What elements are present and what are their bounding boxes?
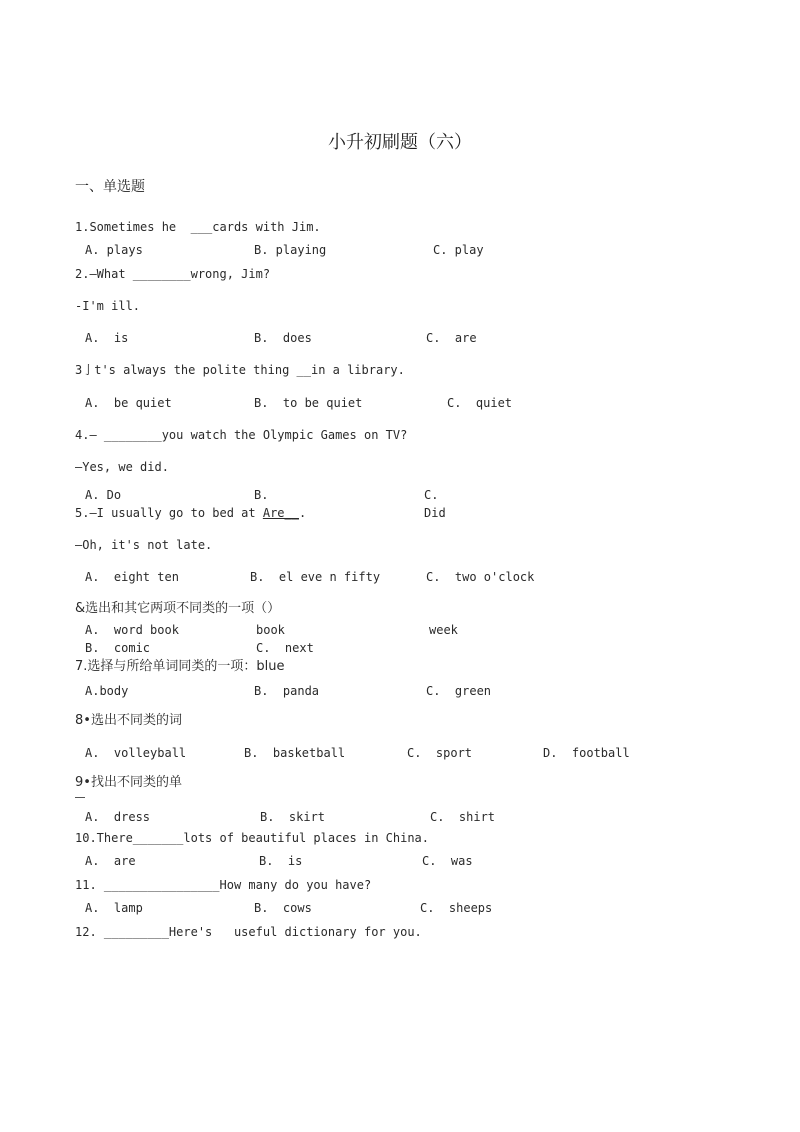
question-1-stem: 1.Sometimes he ___cards with Jim. [75, 220, 321, 234]
question-9-option-a: A. dress [85, 810, 151, 824]
question-3-option-b: B. to be quiet [254, 396, 363, 410]
question-6-option-a: A. word book [85, 623, 179, 637]
question-8-option-a: A. volleyball [85, 746, 187, 760]
question-3-option-c: C. quiet [447, 396, 513, 410]
question-5-underlined: Are__ [262, 506, 299, 520]
question-6-option-b: B. comic [85, 641, 151, 655]
question-2-reply: -I'm ill. [75, 299, 141, 313]
question-11-option-a: A. lamp [85, 901, 143, 915]
question-7-option-c: C. green [426, 684, 492, 698]
question-4-stem: 4.— ________you watch the Olympic Games on TV? [75, 428, 408, 442]
question-8-option-d: D. football [543, 746, 630, 760]
question-9-option-c: C. shirt [430, 810, 496, 824]
page-title: 小升初刷题（六） [328, 132, 472, 153]
question-10-option-b: B. is [259, 854, 303, 868]
question-5-option-b: B. el eve n fifty [250, 570, 381, 584]
question-10-option-c: C. was [422, 854, 473, 868]
question-6-option-a-word: book [256, 623, 285, 637]
question-6-option-c: C. next [256, 641, 314, 655]
question-5-stem-text: 5.—I usually go to bed at [75, 506, 263, 520]
question-1-option-c: C. play [433, 243, 484, 257]
question-11-option-b: B. cows [254, 901, 312, 915]
question-2-option-b: B. does [254, 331, 312, 345]
question-4-reply: —Yes, we did. [75, 460, 169, 474]
question-5-stem-end: . [298, 506, 307, 520]
section-heading: 一、单选题 [75, 179, 145, 195]
question-6-stem: &选出和其它两项不同类的一项（） [75, 601, 281, 616]
question-8-option-c: C. sport [407, 746, 473, 760]
question-1-option-a: A. plays [85, 243, 143, 257]
question-5-stem [75, 506, 306, 520]
question-8-stem: 8•选出不同类的词 [75, 713, 182, 728]
question-9-dash [75, 797, 85, 798]
question-1-option-b: B. playing [254, 243, 327, 257]
question-2-stem: 2.—What ________wrong, Jim? [75, 267, 271, 281]
question-7-stem: 7.选择与所给单词同类的一项：blue [75, 659, 285, 674]
question-4-option-c: C. [424, 488, 439, 502]
question-5-reply: —Oh, it's not late. [75, 538, 213, 552]
question-12-stem: 12. _________Here's useful dictionary for you. [75, 925, 422, 939]
question-11-option-c: C. sheeps [420, 901, 493, 915]
question-5-option-a: A. eight ten [85, 570, 179, 584]
question-5-option-c: C. two o'clock [426, 570, 535, 584]
question-3-option-a: A. be quiet [85, 396, 172, 410]
question-9-option-b: B. skirt [260, 810, 326, 824]
question-7-option-a: A.body [85, 684, 129, 698]
question-4-option-a: A. Do [85, 488, 122, 502]
question-11-stem: 11. ________________How many do you have? [75, 878, 372, 892]
question-10-stem: 10.There_______lots of beautiful places in China. [75, 831, 430, 845]
question-9-stem: 9•找出不同类的单 [75, 775, 182, 790]
question-7-option-b: B. panda [254, 684, 320, 698]
question-4-option-c-text: Did [424, 506, 446, 520]
question-8-option-b: B. basketball [244, 746, 346, 760]
question-2-option-c: C. are [426, 331, 477, 345]
question-3-stem: 3亅t's always the polite thing __in a library. [75, 363, 405, 377]
question-4-option-b: B. [254, 488, 269, 502]
question-6-option-a-word-2: week [429, 623, 458, 637]
question-2-option-a: A. is [85, 331, 129, 345]
question-10-option-a: A. are [85, 854, 136, 868]
